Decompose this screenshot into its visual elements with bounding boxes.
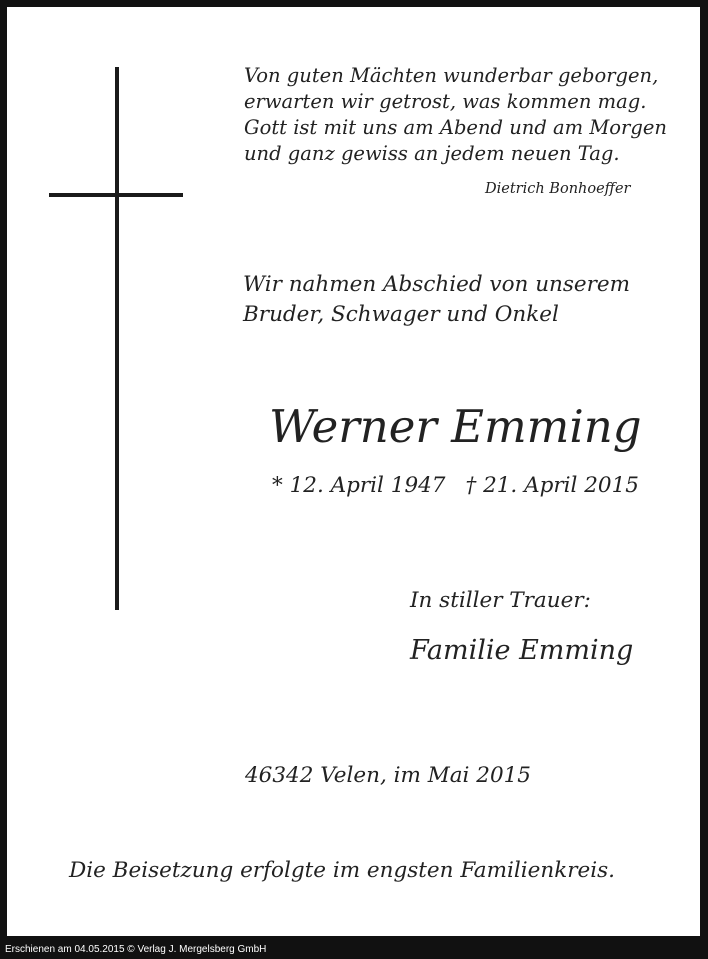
farewell-text (243, 270, 630, 330)
life-dates (272, 471, 639, 501)
poem (244, 63, 667, 167)
birth-date: * 12. April 1947 (272, 473, 446, 498)
burial-note: Die Beisetzung erfolgte im engsten Familienkreis. (69, 858, 615, 883)
poem-line: Gott ist mit uns am Abend und am Morgen (244, 116, 667, 139)
farewell-line: Wir nahmen Abschied von unserem (243, 272, 631, 297)
poem-line: und ganz gewiss an jedem neuen Tag. (244, 142, 620, 165)
death-date: † 21. April 2015 (465, 473, 639, 498)
poem-line: Von guten Mächten wunderbar geborgen, (244, 64, 659, 87)
cross-vertical-beam (115, 67, 119, 610)
mourning-family: Familie Emming (410, 635, 634, 666)
poem-author: Dietrich Bonhoeffer (485, 181, 631, 197)
farewell-line: Bruder, Schwager und Onkel (243, 302, 559, 327)
deceased-name: Werner Emming (269, 400, 642, 453)
mourning-intro: In stiller Trauer: (410, 588, 591, 613)
obituary-card (7, 7, 700, 936)
place-date: 46342 Velen, im Mai 2015 (245, 763, 531, 788)
poem-line: erwarten wir getrost, was kommen mag. (244, 90, 647, 113)
publication-footer: Erschienen am 04.05.2015 © Verlag J. Mergelsberg GmbH (5, 944, 267, 955)
cross-horizontal-beam (49, 193, 183, 197)
